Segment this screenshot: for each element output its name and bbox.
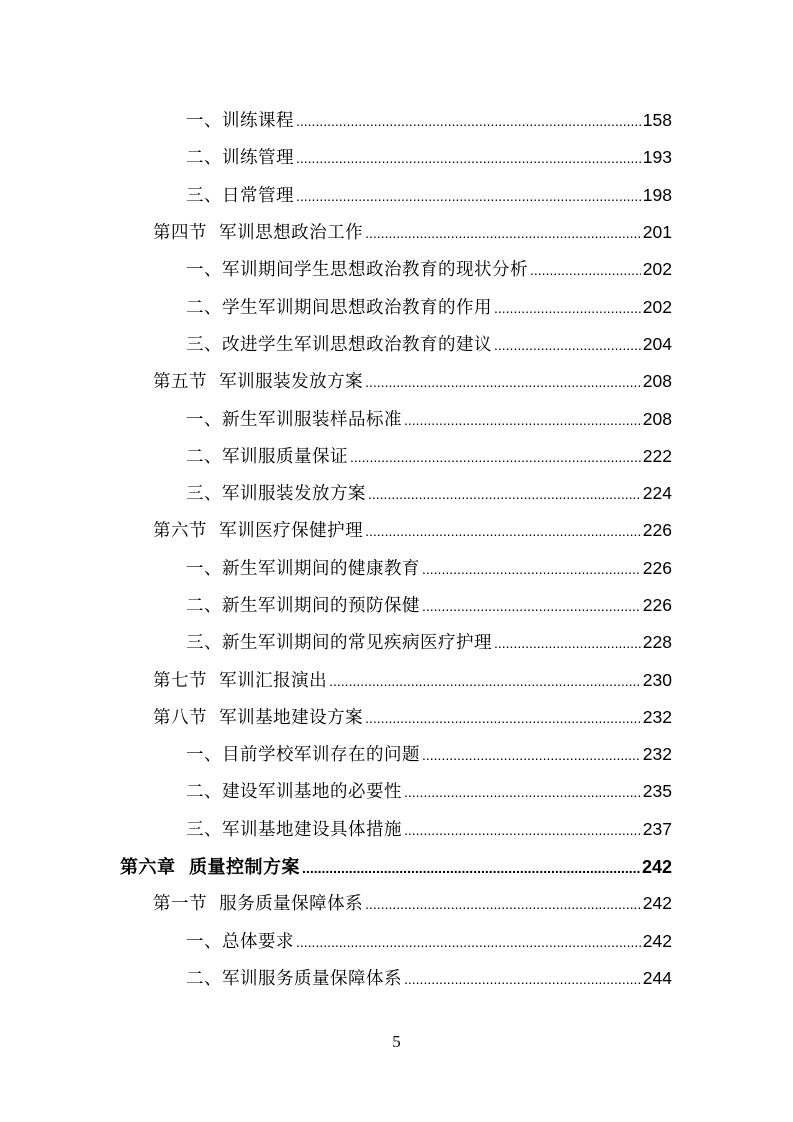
toc-entry-label: 三、军训服装发放方案 <box>186 484 366 505</box>
toc-subsection-entry[interactable] <box>0 959 793 996</box>
toc-section-entry[interactable] <box>0 213 793 250</box>
toc-entry-page: 242 <box>642 930 672 951</box>
toc-entry-page: 230 <box>642 669 672 690</box>
toc-entry-line <box>153 667 672 692</box>
toc-entry-page: 235 <box>642 781 672 802</box>
toc-dot-leader <box>404 412 641 428</box>
toc-entry-line <box>186 778 672 803</box>
toc-subsection-entry[interactable] <box>0 176 793 213</box>
toc-entry-line <box>153 704 672 729</box>
toc-section-entry[interactable] <box>0 884 793 921</box>
toc-entry-page: 222 <box>642 445 672 466</box>
toc-dot-leader <box>365 374 641 390</box>
toc-entry-line <box>186 144 672 169</box>
toc-entry-page: 228 <box>642 632 672 653</box>
toc-subsection-entry[interactable] <box>0 399 793 436</box>
toc-entry-label: 第四节 军训思想政治工作 <box>153 223 364 244</box>
toc-entry-page: 226 <box>642 520 672 541</box>
toc-entry-label: 二、训练管理 <box>186 148 294 169</box>
toc-entry-label: 二、新生军训期间的预防保健 <box>186 596 420 616</box>
toc-subsection-entry[interactable] <box>0 250 793 287</box>
toc-entry-line <box>186 480 672 505</box>
toc-entry-line <box>186 182 672 207</box>
toc-dot-leader <box>494 337 641 353</box>
table-of-contents <box>0 101 793 996</box>
toc-entry-label: 二、军训服质量保证 <box>186 446 348 467</box>
toc-entry-line <box>186 406 672 431</box>
toc-dot-leader <box>365 523 641 539</box>
toc-dot-leader <box>494 300 641 316</box>
toc-entry-page: 226 <box>642 557 672 578</box>
toc-dot-leader <box>404 822 641 838</box>
toc-entry-line <box>186 928 672 953</box>
toc-entry-label: 二、军训服务质量保障体系 <box>186 968 402 989</box>
toc-entry-line <box>186 816 672 841</box>
toc-entry-label: 一、军训期间学生思想政治教育的现状分析 <box>186 260 528 281</box>
toc-entry-label: 一、训练课程 <box>186 111 294 132</box>
toc-dot-leader <box>365 710 641 726</box>
toc-dot-leader <box>329 673 641 689</box>
toc-dot-leader <box>365 225 641 241</box>
toc-entry-label: 三、日常管理 <box>186 185 294 206</box>
toc-dot-leader <box>404 971 641 987</box>
toc-subsection-entry[interactable] <box>0 474 793 511</box>
toc-entry-line <box>186 107 672 132</box>
toc-entry-label: 第七节 军训汇报演出 <box>153 670 328 691</box>
toc-entry-line <box>153 517 672 542</box>
toc-entry-page: 208 <box>642 408 672 429</box>
toc-entry-line <box>186 741 672 766</box>
toc-entry-line <box>186 555 672 580</box>
toc-subsection-entry[interactable] <box>0 101 793 138</box>
toc-entry-page: 208 <box>642 371 672 392</box>
toc-subsection-entry[interactable] <box>0 325 793 362</box>
toc-section-entry[interactable] <box>0 698 793 735</box>
toc-subsection-entry[interactable] <box>0 772 793 809</box>
toc-entry-line <box>120 853 672 879</box>
toc-entry-label: 一、新生军训期间的健康教育 <box>186 558 420 579</box>
toc-entry-page: 242 <box>641 856 672 877</box>
toc-entry-line <box>186 294 672 319</box>
toc-entry-page: 224 <box>642 483 672 504</box>
toc-entry-line <box>153 219 672 244</box>
toc-dot-leader <box>368 486 641 502</box>
toc-entry-page: 201 <box>642 222 672 243</box>
toc-entry-label: 三、改进学生军训思想政治教育的建议 <box>186 334 492 355</box>
toc-subsection-entry[interactable] <box>0 549 793 586</box>
toc-entry-page: 232 <box>642 706 672 727</box>
toc-subsection-entry[interactable] <box>0 922 793 959</box>
toc-entry-line <box>186 256 672 281</box>
toc-entry-label: 第一节 服务质量保障体系 <box>153 894 364 915</box>
toc-entry-line <box>186 965 672 990</box>
toc-entry-line <box>186 331 672 356</box>
toc-dot-leader <box>422 561 641 577</box>
toc-dot-leader <box>296 934 641 950</box>
toc-entry-page: 226 <box>642 595 672 615</box>
toc-dot-leader <box>422 747 641 763</box>
toc-dot-leader <box>296 188 641 204</box>
toc-dot-leader <box>404 784 641 800</box>
toc-subsection-entry[interactable] <box>0 810 793 847</box>
toc-dot-leader <box>422 598 641 614</box>
toc-dot-leader <box>296 150 641 166</box>
toc-subsection-entry[interactable] <box>0 138 793 175</box>
toc-entry-label: 二、学生军训期间思想政治教育的作用 <box>186 297 492 318</box>
toc-entry-page: 198 <box>642 184 672 205</box>
toc-entry-label: 第六节 军训医疗保健护理 <box>153 521 364 542</box>
toc-subsection-entry[interactable] <box>0 287 793 324</box>
toc-entry-page: 244 <box>642 967 672 988</box>
toc-entry-label: 一、总体要求 <box>186 931 294 952</box>
toc-entry-line <box>186 592 672 617</box>
toc-dot-leader <box>494 635 641 651</box>
toc-chapter-entry[interactable] <box>0 847 793 884</box>
toc-entry-page: 232 <box>642 744 672 765</box>
toc-dot-leader <box>530 262 641 278</box>
toc-entry-page: 193 <box>642 147 672 168</box>
toc-entry-page: 158 <box>642 110 672 131</box>
page-number: 5 <box>392 1032 401 1051</box>
toc-dot-leader <box>296 113 641 129</box>
toc-subsection-entry[interactable] <box>0 437 793 474</box>
toc-entry-line <box>186 629 672 654</box>
toc-entry-line <box>153 890 672 915</box>
toc-entry-label: 一、目前学校军训存在的问题 <box>186 745 420 766</box>
toc-subsection-entry[interactable] <box>0 735 793 772</box>
toc-dot-leader <box>350 449 641 465</box>
toc-entry-label: 第五节 军训服装发放方案 <box>153 372 364 393</box>
toc-entry-page: 202 <box>642 259 672 280</box>
toc-subsection-entry[interactable] <box>0 623 793 660</box>
toc-entry-label: 一、新生军训服装样品标准 <box>186 409 402 430</box>
toc-entry-label: 三、新生军训期间的常见疾病医疗护理 <box>186 633 492 654</box>
toc-entry-page: 237 <box>642 818 672 839</box>
toc-dot-leader <box>365 896 641 912</box>
toc-entry-line <box>153 368 672 393</box>
toc-entry-line <box>186 443 672 468</box>
toc-entry-page: 204 <box>642 333 672 354</box>
toc-section-entry[interactable] <box>0 511 793 548</box>
toc-section-entry[interactable] <box>0 660 793 697</box>
toc-dot-leader <box>302 860 640 876</box>
toc-section-entry[interactable] <box>0 362 793 399</box>
toc-entry-page: 242 <box>642 893 672 914</box>
toc-entry-label: 第六章 质量控制方案 <box>120 856 301 878</box>
toc-entry-label: 第八节 军训基地建设方案 <box>153 707 364 728</box>
toc-subsection-entry[interactable] <box>0 586 793 623</box>
toc-entry-label: 三、军训基地建设具体措施 <box>186 819 402 840</box>
toc-entry-label: 二、建设军训基地的必要性 <box>186 782 402 803</box>
toc-entry-page: 202 <box>642 296 672 317</box>
